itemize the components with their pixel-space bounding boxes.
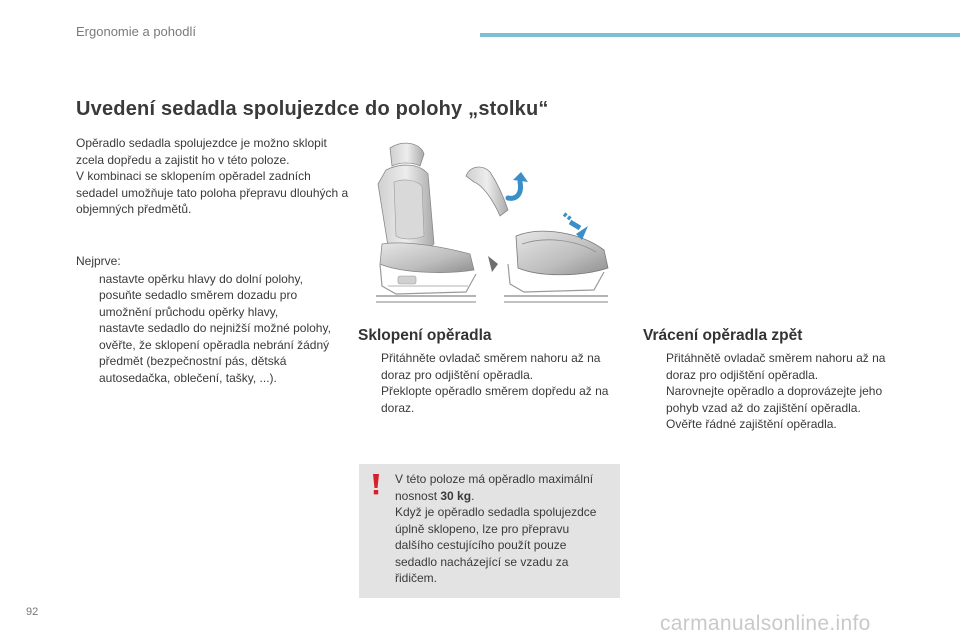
list-item: [358, 350, 628, 383]
warning-capacity-end: .: [471, 488, 475, 503]
warning-box: [359, 464, 620, 598]
list-item-text: Narovnejte opěradlo a doprovázejte jeho pohyb vzad až do zajištění opěradla.: [666, 384, 883, 415]
list-item-text: ověřte, že sklopení opěradla nebrání žádný předmět (bezpečnostní pás, dětská autosedačka, oblečení, tašky, ...).: [99, 337, 330, 385]
seat-illustration: [358, 136, 620, 316]
warning-capacity-text: V této poloze má opěradlo maximální nosnost: [395, 472, 594, 503]
warning-note: Když je opěradlo sedadla spolujezdce úplně sklopeno, lze pro přepravu dalšího cestujícího použít pouze sedadlo nacházející se vzadu za řidičem.: [395, 505, 597, 585]
list-item: [643, 350, 913, 383]
list-item-text: nastavte sedadlo do nejnižší možné polohy,: [99, 321, 331, 335]
list-item-text: Přitáhnětě ovladač směrem nahoru až na doraz pro odjištění opěradla.: [666, 351, 886, 382]
list-item-text: Překlopte opěradlo směrem dopředu až na doraz.: [381, 384, 609, 415]
fold-steps-list: [358, 350, 628, 416]
prerequisites-list: [76, 271, 346, 387]
list-item: [643, 383, 913, 416]
warning-exclamation-icon: [370, 472, 382, 496]
list-item: [76, 320, 346, 337]
warning-capacity: [395, 471, 610, 504]
warning-capacity-value: 30 kg: [440, 488, 472, 503]
rotate-arrow-icon: [508, 172, 528, 198]
intro-paragraph: Opěradlo sedadla spolujezdce je možno sklopit zcela dopředu a zajistit ho v této poloze.: [76, 136, 327, 167]
seat-upright: [376, 143, 476, 302]
header-accent-bar: [480, 33, 960, 37]
prerequisites-lead: Nejprve:: [76, 254, 121, 268]
fold-section-title: Sklopení opěradla: [358, 327, 492, 344]
restore-steps-list: [643, 350, 913, 433]
restore-section-title: Vrácení opěradla zpět: [643, 327, 803, 344]
warning-text: [395, 471, 610, 587]
page-title: Uvedení sedadla spolujezdce do polohy „stolku“: [76, 98, 549, 120]
intro-paragraph: V kombinaci se sklopením opěradel zadních sedadel umožňuje tato poloha přepravu dlouhých a objemných předmětů.: [76, 169, 349, 216]
list-item-text: posuňte sedadlo směrem dozadu pro umožnění průchodu opěrky hlavy,: [99, 288, 298, 319]
list-item: [76, 271, 346, 288]
list-item: [643, 416, 913, 433]
list-item: [76, 337, 346, 387]
list-item-text: Přitáhněte ovladač směrem nahoru až na doraz pro odjištění opěradla.: [381, 351, 601, 382]
watermark: carmanualsonline.info: [660, 612, 871, 635]
section-header: Ergonomie a pohodlí: [76, 24, 196, 39]
list-item-text: nastavte opěrku hlavy do dolní polohy,: [99, 271, 303, 286]
list-item-text: Ověřte řádné zajištění opěradla.: [666, 417, 837, 431]
page-number: 92: [26, 606, 39, 618]
list-item: [76, 287, 346, 320]
seat-folded: [466, 167, 608, 302]
intro-text: [76, 135, 356, 218]
prerequisites: [76, 253, 346, 386]
list-item: [358, 383, 628, 416]
